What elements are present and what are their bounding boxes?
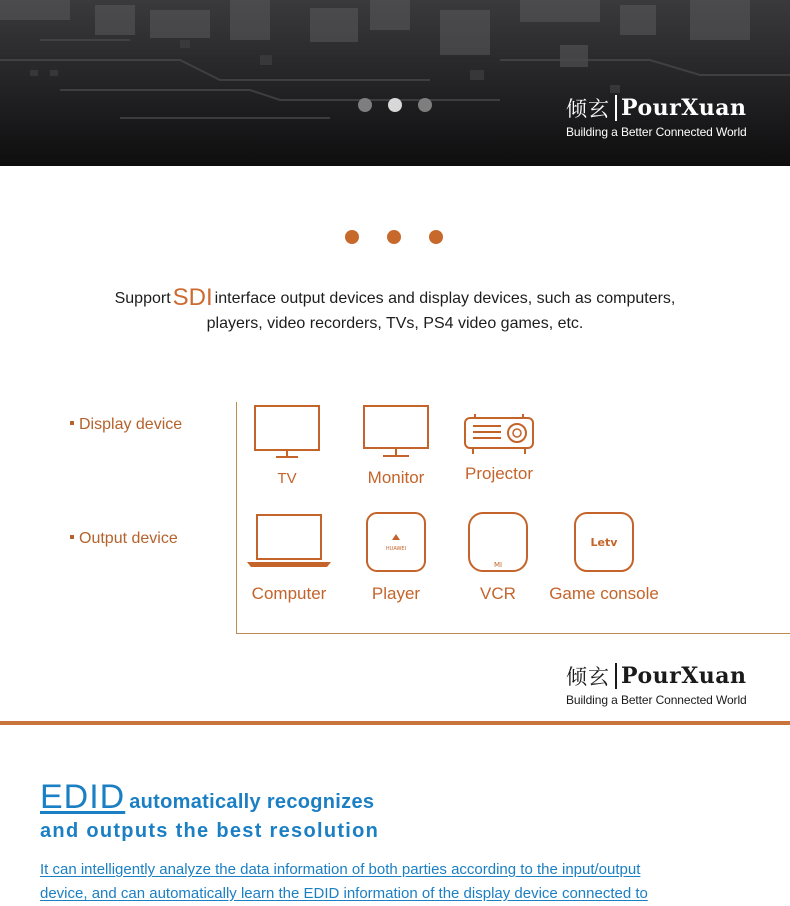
section-dot	[429, 230, 443, 244]
section-dot	[387, 230, 401, 244]
category-output-device: Output device	[70, 530, 178, 548]
vcr-brand-mark: MI	[493, 561, 503, 569]
brand-divider	[615, 663, 617, 689]
device-label: TV	[277, 470, 297, 487]
intro-highlight-sdi: SDI	[172, 284, 213, 311]
device-tv	[247, 404, 327, 487]
circuit-board-graphic	[0, 0, 790, 166]
device-label: Computer	[251, 584, 327, 603]
edid-title-rest: automatically recognizes	[129, 791, 375, 813]
brand-tagline: Building a Better Connected World	[566, 693, 747, 707]
device-projector	[456, 412, 542, 484]
device-vcr	[458, 510, 538, 604]
device-label: VCR	[480, 584, 516, 603]
section-divider	[0, 721, 790, 725]
brand-tagline: Building a Better Connected World	[566, 125, 747, 139]
carousel-dot[interactable]	[418, 98, 432, 112]
device-game-console	[544, 510, 664, 604]
edid-heading	[40, 778, 374, 817]
panel-border-bottom	[236, 633, 790, 634]
projector-icon	[461, 412, 537, 460]
intro-line2: players, video recorders, TVs, PS4 video games, etc.	[206, 315, 584, 332]
tv-icon	[252, 404, 322, 460]
brand-name-en: PourXuan	[621, 95, 747, 121]
device-monitor	[356, 404, 436, 488]
intro-line1: interface output devices and display devices, such as computers,	[214, 290, 676, 307]
carousel-indicator[interactable]	[358, 98, 432, 112]
brand-divider	[615, 95, 617, 121]
section-dots	[345, 230, 443, 244]
section-dot	[345, 230, 359, 244]
edid-body-line1: It can intelligently analyze the data information of both parties according to the input/output	[40, 861, 641, 878]
game-console-icon	[572, 510, 636, 574]
brand-name-en: PourXuan	[621, 663, 747, 689]
device-player	[356, 510, 436, 604]
media-player-icon	[364, 510, 428, 574]
carousel-dot-active[interactable]	[388, 98, 402, 112]
device-label: Player	[371, 584, 421, 603]
device-label: Game console	[549, 584, 659, 603]
laptop-icon	[245, 512, 333, 568]
edid-description	[40, 858, 730, 906]
monitor-icon	[361, 404, 431, 460]
device-label: Monitor	[367, 468, 425, 487]
intro-pre: Support	[114, 290, 171, 307]
player-brand-mark: HUAWEI	[385, 546, 407, 552]
panel-border-left	[236, 402, 237, 634]
edid-body-line2: device, and can automatically learn the EDID information of the display device connected to	[40, 885, 648, 902]
edid-title-big: EDID	[40, 778, 126, 816]
hero-banner	[0, 0, 790, 166]
vcr-box-icon	[466, 510, 530, 574]
brand-logo-footer	[566, 662, 766, 707]
console-brand-mark: Letv	[590, 536, 618, 549]
edid-title-line2: and outputs the best resolution	[40, 820, 380, 842]
brand-name-cn: 倾玄	[566, 97, 610, 121]
device-label: Projector	[464, 464, 534, 483]
intro-paragraph	[30, 285, 760, 336]
brand-logo	[566, 94, 766, 139]
device-computer	[244, 512, 334, 604]
brand-name-cn: 倾玄	[566, 665, 610, 689]
carousel-dot[interactable]	[358, 98, 372, 112]
category-display-device: Display device	[70, 416, 182, 434]
